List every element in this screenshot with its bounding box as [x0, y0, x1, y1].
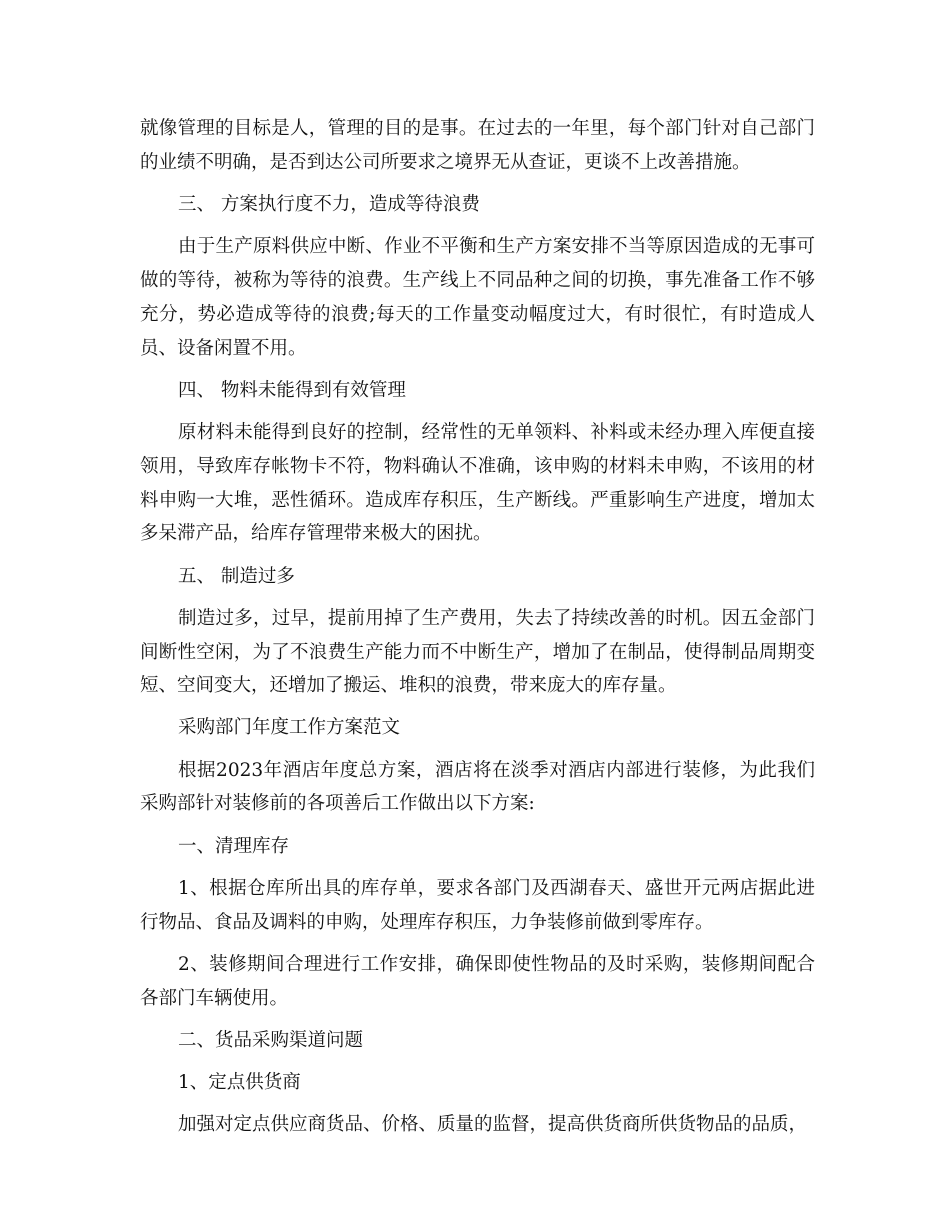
subsection-heading: 1、定点供货商 — [178, 1072, 301, 1093]
section-heading: 五、 制造过多 — [178, 565, 295, 587]
section-heading: 三、 方案执行度不力，造成等待浪费 — [178, 193, 480, 215]
paragraph: 2、装修期间合理进行工作安排，确保即使性物品的及时采购，装修期间配合各部门车辆使用。 — [140, 953, 815, 1009]
section-heading: 一、清理库存 — [178, 835, 290, 857]
paragraph: 加强对定点供应商货品、价格、质量的监督，提高供货商所供货物品的品质， — [178, 1114, 808, 1136]
paragraph: 制造过多，过早，提前用掉了生产费用，失去了持续改善的时机。因五金部门间断性空闲，为了不浪费生产能力而不中断生产，增加了在制品，使得制品周期变短、空间变大，还增加了搬运、堆积的浪费，带来庞大的库存量。 — [140, 607, 815, 697]
paragraph: 就像管理的目标是人，管理的目的是事。在过去的一年里，每个部门针对自己部门的业绩不明确，是否到达公司所要求之境界无从查证，更谈不上改善措施。 — [140, 118, 815, 173]
document-body — [140, 112, 815, 1150]
section-heading: 四、 物料未能得到有效管理 — [178, 379, 406, 401]
paragraph: 由于生产原料供应中断、作业不平衡和生产方案安排不当等原因造成的无事可做的等待，被称为等待的浪费。生产线上不同品种之间的切换，事先准备工作不够充分，势必造成等待的浪费;每天的工作量变动幅度过大，有时很忙，有时造成人员、设备闲置不用。 — [140, 236, 815, 359]
document-title: 采购部门年度工作方案范文 — [178, 717, 401, 739]
paragraph: 原材料未能得到良好的控制，经常性的无单领料、补料或未经办理入库便直接领用，导致库存帐物卡不符，物料确认不准确，该申购的材料未申购，不该用的材料申购一大堆，恶性循环。造成库存积压，生产断线。严重影响生产进度，增加太多呆滞产品，给库存管理带来极大的困扰。 — [140, 421, 815, 545]
paragraph: 根据2023年酒店年度总方案，酒店将在淡季对酒店内部进行装修，为此我们采购部针对装修前的各项善后工作做出以下方案: — [140, 759, 815, 815]
paragraph: 1、根据仓库所出具的库存单，要求各部门及西湖春天、盛世开元两店据此进行物品、食品及调料的申购，处理库存积压，力争装修前做到零库存。 — [140, 877, 815, 933]
section-heading: 二、货品采购渠道问题 — [178, 1029, 364, 1051]
